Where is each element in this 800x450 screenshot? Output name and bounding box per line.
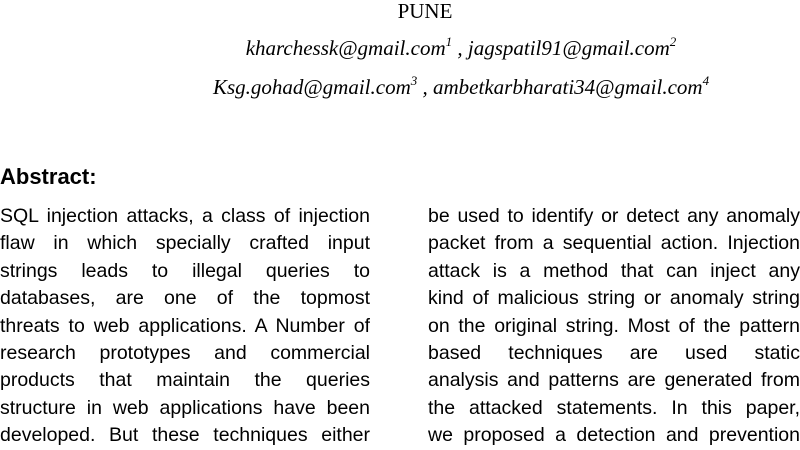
abstract-left-column [0,203,370,450]
abstract-text-line: research prototypes and commercial [0,341,370,364]
author-index: 3 [410,73,418,88]
abstract-text-line: packet from a sequential action. Injection [428,232,800,255]
abstract-text-line: developed. But these techniques either [0,424,370,447]
abstract-heading: Abstract: [0,164,97,189]
author-index: 1 [445,34,453,49]
author-email: Ksg.gohad@gmail.com [212,75,411,99]
abstract-right-column [428,203,800,450]
abstract-text-line: kind of malicious string or anomaly string [428,287,800,310]
author-email: kharchessk@gmail.com [245,36,446,60]
abstract-text-line: databases, are one of the topmost [0,287,370,310]
abstract-text-line: threats to web applications. A Number of [0,314,370,337]
abstract-text-line: SQL injection attacks, a class of injection [0,205,370,227]
abstract-text-line: the attacked statements. In this paper, [428,396,800,419]
author-index: 2 [669,34,677,49]
abstract-text-line: attack is a method that can inject any [428,259,800,282]
affiliation-city: PUNE [397,0,453,23]
author-emails-line-1 [0,36,800,61]
abstract-text-line: analysis and patterns are generated from [428,369,800,392]
author-email: jagspatil91@gmail.com [467,36,670,60]
abstract-text-line: be used to identify or detect any anomaly [428,205,800,227]
abstract-text-line: products that maintain the queries [0,369,370,392]
abstract-text-line: structure in web applications have been [0,396,370,419]
abstract-text-line: we proposed a detection and prevention [428,424,800,447]
author-emails-line-2 [0,75,800,100]
author-index: 4 [702,73,710,88]
abstract-text-line: flaw in which specially crafted input [0,232,370,255]
abstract-text-line: strings leads to illegal queries to [0,259,370,282]
author-email: ambetkarbharati34@gmail.com [433,75,703,99]
email-separator: , [417,75,434,99]
email-separator: , [452,36,468,60]
abstract-text-line: based techniques are used static [428,341,800,364]
abstract-text-line: on the original string. Most of the pattern [428,314,800,337]
